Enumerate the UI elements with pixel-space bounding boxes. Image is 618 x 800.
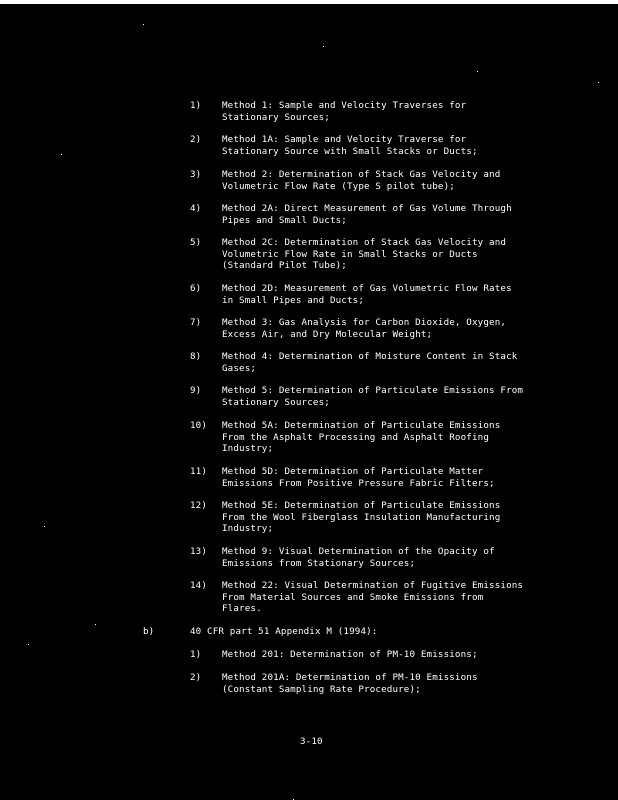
list-item-number: 9): [190, 385, 202, 396]
section-title: 40 CFR part 51 Appendix M (1994):: [190, 626, 378, 637]
section-letter: b): [143, 626, 155, 637]
list-item-text: Method 201: Determination of PM-10 Emissions;: [222, 649, 478, 660]
list-item-text: Method 5D: Determination of Particulate Matter Emissions From Positive Pressure Fabric Filters;: [222, 466, 495, 489]
list-item-number: 7): [190, 317, 202, 328]
list-item-number: 2): [190, 672, 202, 683]
list-item-text: Method 5A: Determination of Particulate Emissions From the Asphalt Processing and Asphalt Roofing Industry;: [222, 420, 501, 454]
list-item-text: Method 1: Sample and Velocity Traverses for Stationary Sources;: [222, 100, 467, 123]
scan-speck: [44, 526, 45, 527]
list-item-number: 1): [190, 100, 202, 111]
list-item-text: Method 2A: Direct Measurement of Gas Volume Through Pipes and Small Ducts;: [222, 203, 512, 226]
list-item-number: 5): [190, 237, 202, 248]
page-number: 3-10: [300, 736, 323, 747]
list-item-text: Method 3: Gas Analysis for Carbon Dioxide, Oxygen, Excess Air, and Dry Molecular Weight;: [222, 317, 507, 340]
list-item-text: Method 5: Determination of Particulate Emissions From Stationary Sources;: [222, 385, 524, 408]
list-item-text: Method 5E: Determination of Particulate Emissions From the Wool Fiberglass Insulation Manufacturing Industry;: [222, 500, 501, 534]
list-item-number: 12): [190, 500, 208, 511]
list-item-number: 10): [190, 420, 208, 431]
scan-speck: [143, 24, 144, 25]
scan-speck: [323, 46, 324, 47]
list-item-number: 14): [190, 580, 208, 591]
list-item-number: 11): [190, 466, 208, 477]
list-item-number: 1): [190, 649, 202, 660]
list-item-number: 13): [190, 546, 208, 557]
scan-speck: [28, 644, 29, 645]
list-item-text: Method 9: Visual Determination of the Opacity of Emissions from Stationary Sources;: [222, 546, 495, 569]
list-item-number: 3): [190, 169, 202, 180]
scan-speck: [598, 82, 599, 83]
list-item-text: Method 22: Visual Determination of Fugitive Emissions From Material Sources and Smoke Emissions from Flares.: [222, 580, 524, 614]
list-item-number: 2): [190, 134, 202, 145]
list-item-text: Method 2C: Determination of Stack Gas Velocity and Volumetric Flow Rate in Small Stacks or Ducts (Standard Pilot Tube);: [222, 237, 507, 271]
list-item-text: Method 2: Determination of Stack Gas Velocity and Volumetric Flow Rate (Type S pilot tube);: [222, 169, 501, 192]
scan-speck: [477, 71, 478, 72]
list-item-number: 8): [190, 351, 202, 362]
list-item-text: Method 201A: Determination of PM-10 Emissions (Constant Sampling Rate Procedure);: [222, 672, 478, 695]
list-item-text: Method 4: Determination of Moisture Content in Stack Gases;: [222, 351, 518, 374]
list-item-number: 6): [190, 283, 202, 294]
list-item-number: 4): [190, 203, 202, 214]
list-item-text: Method 2D: Measurement of Gas Volumetric Flow Rates in Small Pipes and Ducts;: [222, 283, 512, 306]
scan-speck: [61, 154, 62, 155]
scan-speck: [95, 624, 96, 625]
list-item-text: Method 1A: Sample and Velocity Traverse for Stationary Source with Small Stacks or Ducts;: [222, 134, 478, 157]
